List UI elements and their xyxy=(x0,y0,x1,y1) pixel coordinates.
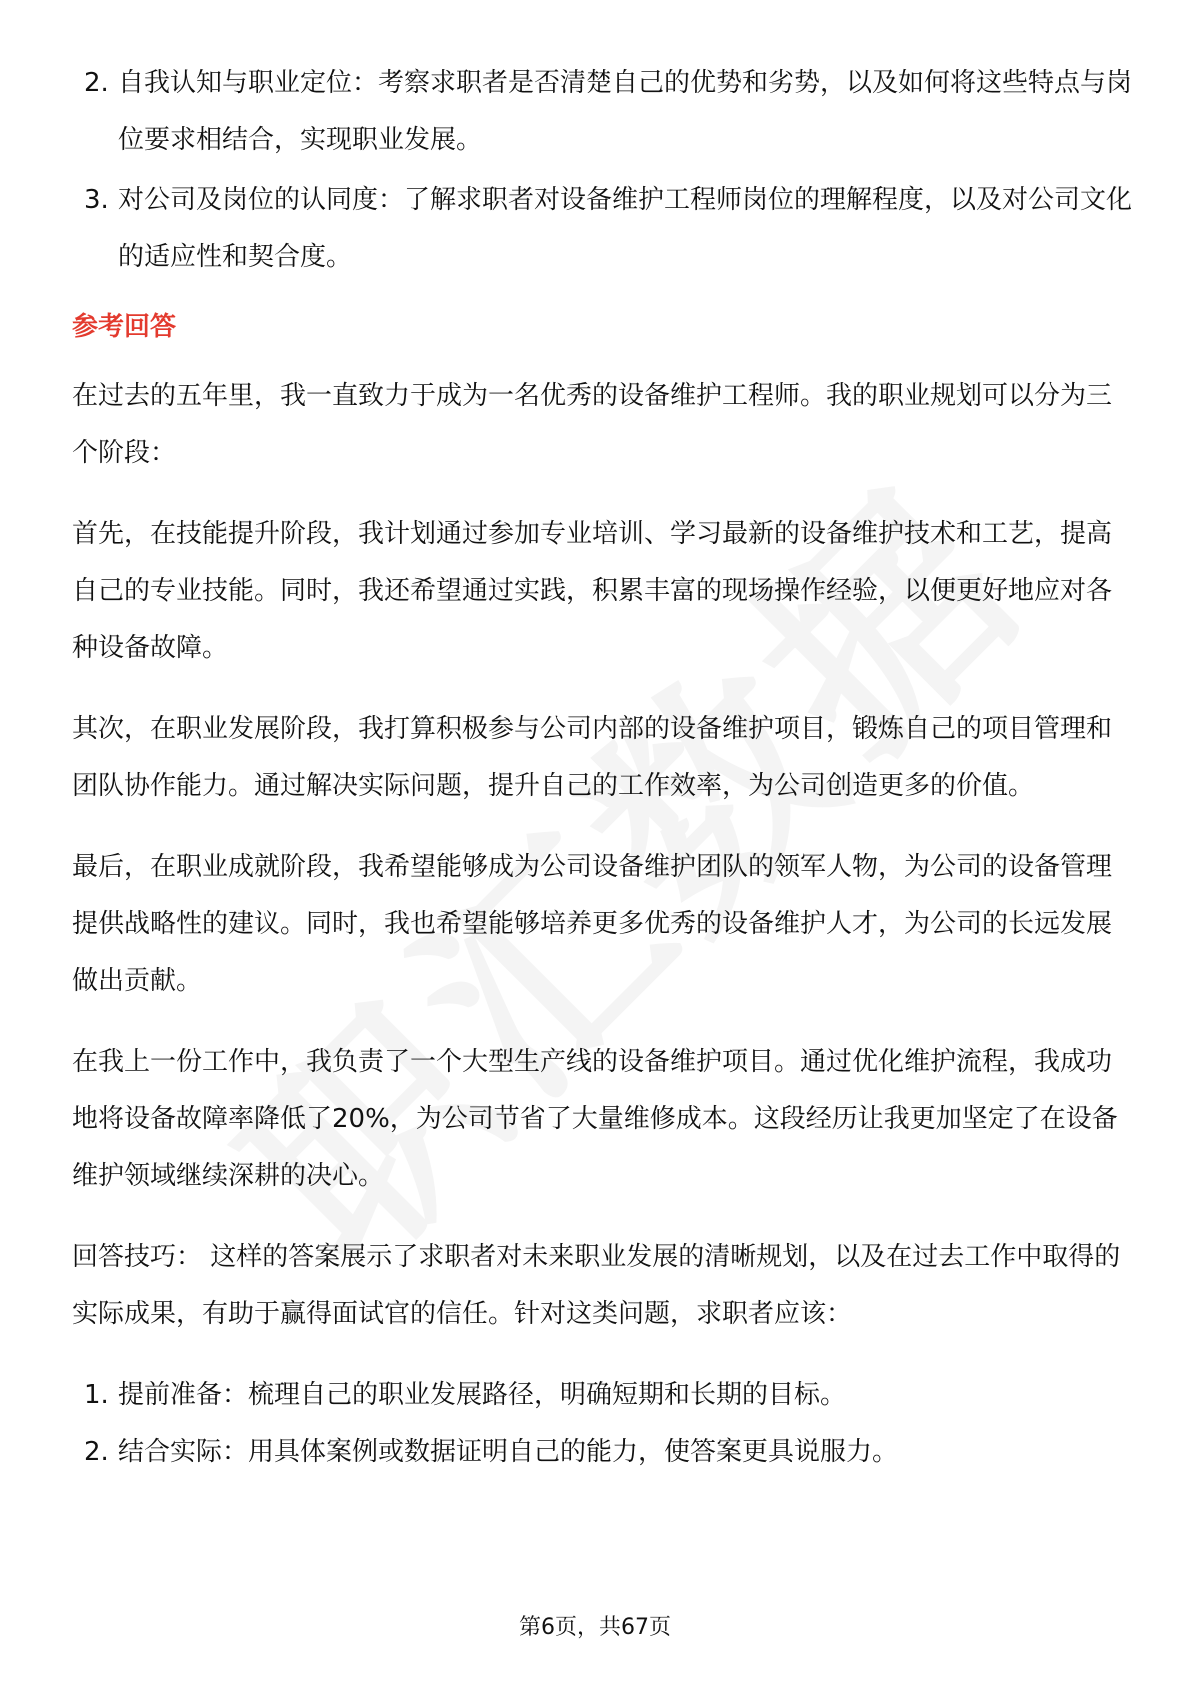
list-item xyxy=(72,172,1132,286)
paragraph: 在我上一份工作中，我负责了一个大型生产线的设备维护项目。通过优化维护流程，我成功地将设备故障率降低了20%，为公司节省了大量维修成本。这段经历让我更加坚定了在设备维护领域继续深耕的决心。 xyxy=(72,1047,1118,1191)
top-list xyxy=(72,55,1132,286)
paragraph: 首先，在技能提升阶段，我计划通过参加专业培训、学习最新的设备维护技术和工艺，提高自己的专业技能。同时，我还希望通过实践，积累丰富的现场操作经验，以便更好地应对各种设备故障。 xyxy=(72,519,1113,663)
paragraph: 回答技巧： 这样的答案展示了求职者对未来职业发展的清晰规划，以及在过去工作中取得的实际成果，有助于赢得面试官的信任。针对这类问题，求职者应该： xyxy=(72,1242,1121,1329)
paragraph: 其次，在职业发展阶段，我打算积极参与公司内部的设备维护项目，锻炼自己的项目管理和团队协作能力。通过解决实际问题，提升自己的工作效率，为公司创造更多的价值。 xyxy=(72,714,1113,801)
list-number: 2. xyxy=(84,68,109,98)
list-number: 1. xyxy=(84,1380,109,1410)
list-text: 对公司及岗位的认同度：了解求职者对设备维护工程师岗位的理解程度，以及对公司文化的适应性和契合度。 xyxy=(118,185,1133,272)
list-text: 自我认知与职业定位：考察求职者是否清楚自己的优势和劣势，以及如何将这些特点与岗位要求相结合，实现职业发展。 xyxy=(118,68,1133,155)
paragraph: 在过去的五年里，我一直致力于成为一名优秀的设备维护工程师。我的职业规划可以分为三个阶段： xyxy=(72,381,1113,468)
section-title: 参考回答 xyxy=(72,312,177,342)
list-text: 结合实际：用具体案例或数据证明自己的能力，使答案更具说服力。 xyxy=(118,1437,899,1467)
list-item xyxy=(72,55,1132,169)
list-item xyxy=(72,1424,1132,1481)
page-footer: 第6页，共67页 xyxy=(519,1615,671,1640)
list-number: 3. xyxy=(84,185,109,215)
list-text: 提前准备：梳理自己的职业发展路径，明确短期和长期的目标。 xyxy=(118,1380,847,1410)
paragraph: 最后，在职业成就阶段，我希望能够成为公司设备维护团队的领军人物，为公司的设备管理提供战略性的建议。同时，我也希望能够培养更多优秀的设备维护人才，为公司的长远发展做出贡献。 xyxy=(72,852,1113,996)
bottom-list xyxy=(72,1367,1132,1481)
list-number: 2. xyxy=(84,1437,109,1467)
list-item xyxy=(72,1367,1132,1424)
document-body xyxy=(72,55,1132,1481)
